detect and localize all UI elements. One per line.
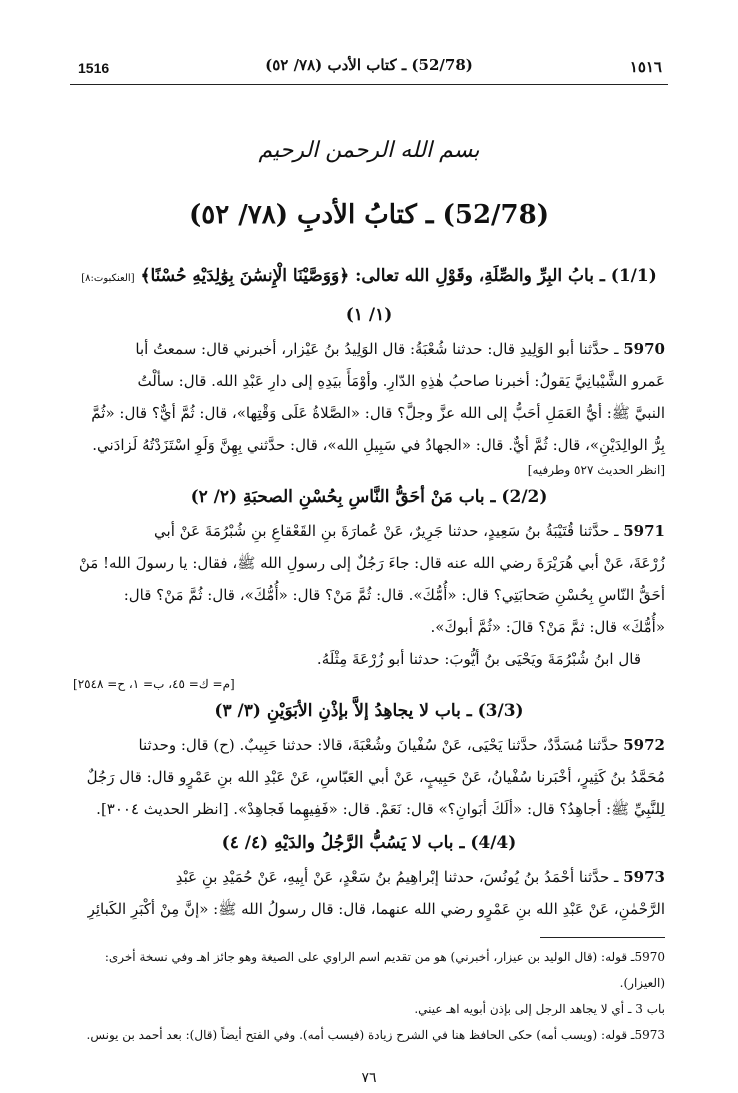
- header-rule: [70, 84, 668, 85]
- hadith-text: ـ حدَّثنا أحْمَدُ بنُ يُونُسَ، حدثنا إبْراهِيمُ بنُ سَعْدٍ، عَنْ أبِيهِ، عَنْ حُمَيْدِ بنِ عَبْدِ: [175, 868, 619, 886]
- hadith-text: ـ حدَّثنا أبو الوَلِيدِ قال: حدثنا شُعْبَةُ: قال الوَلِيدُ بنُ عَيْزار، أخبرني قال: سمعتُ أبا: [135, 340, 619, 358]
- folio-number: ٧٦: [361, 1070, 377, 1086]
- hadith-text: ـ حدَّثنا قُتَيْبَةُ بنُ سَعِيدٍ، حدثنا جَرِيرٌ، عَنْ عُمارَةَ بنِ القَعْقاعِ بنِ شُبْرُمَةَ عَنْ أبي: [154, 522, 619, 540]
- basmala: بسم الله الرحمن الرحيم: [258, 138, 480, 163]
- hadith-line: [73, 333, 665, 365]
- footnotes: [73, 944, 665, 1048]
- footnote: 5973ـ قوله: (ويسب أمه) حكى الحافظ هنا في الشرح زيادة (فيسب أمه). وفي الفتح أيضاً (قال): بعد أحمد بن يونس.: [86, 1028, 665, 1042]
- footnote: باب 3 ـ أي لا يجاهد الرجل إلى بإذن أبويه اهـ عيني.: [414, 1002, 665, 1016]
- page-number-latin: 1516: [78, 60, 110, 76]
- hadith-line: [73, 515, 665, 547]
- footnote: 5970ـ قوله: (قال الوليد بن عيزار، أخبرني) هو من تقديم اسم الراوي على الصيغة وهو جائز اهـ وفي نسخة أخرى: (العيزار).: [104, 950, 665, 990]
- page-number-arabic: ١٥١٦: [629, 58, 662, 76]
- main-text: [73, 258, 665, 925]
- page-header: [70, 56, 668, 82]
- cross-reference: [م= ك= ٤٥، ب= ١، ح= ٢٥٤٨]: [73, 677, 235, 691]
- book-title: (52/78) ـ كتابُ الأدبِ (٧٨/ ٥٢): [188, 200, 550, 230]
- section-heading: (2/2) ـ باب مَنْ أحَقُّ النَّاسِ بِحُسْنِ الصحبَةِ (٢/ ٢): [190, 487, 548, 507]
- hadith-line: مُحَمَّدُ بنُ كَثِيرٍ، أخْبَرنا سُفْيانُ، عَنْ حَبِيبٍ، عَنْ أبي العَبّاسِ، عَنْ عَبْدِ الله بنِ عَمْرٍو قال: قال رَجُلٌ: [86, 768, 665, 786]
- section-heading: [73, 258, 665, 333]
- hadith-line: أحَقُّ النّاسِ بِحُسْنِ صَحابَتِي؟ قال: «أُمُّكَ». قال: ثُمَّ مَنْ؟ قال: «أُمُّكَ»، قال: ثُمَّ مَنْ؟ قال:: [123, 586, 665, 604]
- hadith-line: «أُمُّكَ» قال: ثمَّ مَنْ؟ قالَ: «ثُمَّ أبوكَ».: [430, 618, 665, 636]
- hadith-line: لِلنَّبِيِّ ﷺ: أجاهِدُ؟ قال: «ألَكَ أبَوانِ؟» قال: نَعَمْ. قال: «فَفِيهِما فَجاهِدْ». [انظر الحديث ٣٠٠٤].: [96, 800, 665, 818]
- cross-reference: [انظر الحديث ٥٢٧ وطرفيه]: [527, 463, 665, 477]
- chain-note: قال ابنُ شُبْرُمَةَ ويَحْيَى بنُ أيُّوبَ: حدثنا أبو زُرْعَةَ مِثْلَهُ.: [316, 650, 641, 668]
- hadith-number: 5972: [623, 736, 665, 754]
- hadith-number: 5970: [623, 340, 665, 358]
- hadith-number: 5973: [623, 868, 665, 886]
- quran-citation: [العنكبوت:٨]: [81, 273, 135, 284]
- hadith-line: الرَّحْمٰنِ، عَنْ عَبْدِ الله بنِ عَمْرٍو رضي الله عنهما، قال: قال رسولُ الله ﷺ: «إنَّ مِنْ أكْبَرِ الكَبائِرِ: [87, 900, 665, 918]
- hadith-line: زُرْعَةَ، عَنْ أبي هُرَيْرَةَ رضي الله عنه قال: جاءَ رَجُلٌ إلى رسولِ الله ﷺ، فقال: يا رسولَ الله! مَنْ: [78, 554, 665, 572]
- hadith-line: بِرُّ الوالِدَيْنِ»، قال: ثُمَّ أيٌّ. قال: «الجهادُ في سَبِيلِ الله»، قال: حدَّثني بِهِنَّ وَلَوِ اسْتَزَدْتُهُ لَزادَني.: [92, 436, 665, 454]
- section-heading: (4/4) ـ باب لا يَسُبُّ الرَّجُلُ والدَيْهِ (٤/ ٤): [221, 833, 517, 853]
- hadith-line: عَمرو الشَّيْبانِيَّ يَقولُ: أخبرنا صاحبُ هٰذِهِ الدّارِ. وأوْمَأَ بيَدِهِ إلى دارِ عَبْدِ الله. قال: سألْتُ: [137, 372, 665, 390]
- section-heading-text: (1/1) ـ بابُ البِرِّ والصِّلَةِ، وقَوْلِ الله تعالى: ﴿وَوَصَّيْنَا الْإِنسَٰنَ بِوَٰلِدَيْهِ حُسْنًا﴾: [140, 266, 657, 286]
- section-heading-number: (١/ ١): [345, 305, 393, 325]
- hadith-text: حدَّثنا مُسَدَّدٌ، حدَّثنا يَحْيَى، عَنْ سُفْيانَ وشُعْبَةَ، قالا: حدثنا حَبِيبٌ. (ح) قال: وحدثنا: [138, 736, 619, 754]
- hadith-line: النبيَّ ﷺ: أيُّ العَمَلِ أحَبُّ إلى الله عزَّ وجلَّ؟ قال: «الصَّلاةُ عَلَى وَقْتِها»، قال: ثُمَّ أيٌّ؟ قال: «ثُمَّ: [91, 404, 665, 422]
- hadith-number: 5971: [623, 522, 665, 540]
- section-heading: (3/3) ـ باب لا يجاهِدُ إلاَّ بإذْنِ الأبَوَيْنِ (٣/ ٣): [214, 701, 524, 721]
- footnote-rule: [540, 937, 665, 938]
- hadith-line: [73, 861, 665, 893]
- running-title: (52/78) ـ كتاب الأدب (٧٨/ ٥٢): [265, 56, 473, 74]
- hadith-line: [73, 729, 665, 761]
